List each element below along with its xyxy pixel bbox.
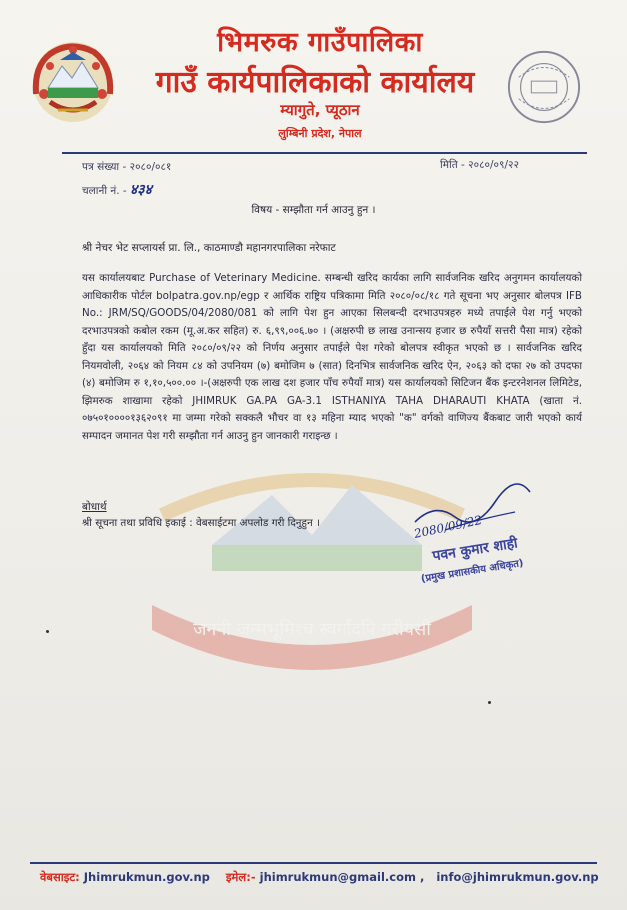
footer-divider	[30, 862, 597, 864]
office-seal-stamp	[505, 48, 583, 126]
signer-title: (प्रमुख प्रशासकीय अधिकृत)	[420, 557, 525, 586]
addressee: श्री नेचर भेट सप्लायर्स प्रा. लि., काठमाण्डौ महानगरपालिका नरेफाट	[82, 242, 336, 254]
email-link[interactable]: jhimrukmun@gmail.com ,	[259, 870, 425, 884]
letter-subject: विषय - सम्झौता गर्न आउनु हुन ।	[251, 204, 376, 216]
website-link[interactable]: Jhimrukmun.gov.np	[83, 870, 210, 884]
ink-dot	[488, 701, 491, 704]
body-paragraph: यस कार्यालयबाट Purchase of Veterinary Medicine. सम्बन्धी खरिद कार्यका लागि सार्वजनिक खरिद अनुगमन कार्यालयको आधिकारीक पोर्टल bolpatra.gov.np/egp र आर्थिक राष्ट्रिय पत्रिकामा मिति २०८०/०८/१८ गते सूचना भए अनुसार बोलपत्र IFB No.: JRM/SQ/GOODS/04/2080/081 को लागि पेश हुन आएका सिलबन्दी दरभाउपत्रहरु मध्ये तपाईले पेश गर्नु भएको दरभाउपत्रको कबोल रकम (मू.अ.कर सहित) रु. ६,९९,००६.७० । (अक्षरुपी छ लाख उनान्सय हजार छ रुपैयाँ सत्तरी पैसा मात्र) रहेको हुँदा यस कार्यालयको मिति २०८०/०९/२२ को निर्णय अनुसार तपाईले पेश गरेको बोलपत्र स्वीकृत भएको छ । सार्वजनिक खरिद नियमवोली, २०६४ को नियम ८४ को उपनियम (७) बमोजिम ७ (सात) दिनभित्र सार्वजनिक खरिद ऐन, २०६३ को दफा २७ को उपदफा (४) बमोजिम रु १,१०,५००.०० ।-(अक्षरुपी एक लाख दश हजार पाँच रुपैयाँ मात्र) यस कार्यालयको सिटिजन बैंक इन्टरनेशनल लिमिटेड, झिमरुक शाखामा रहेको JHIMRUK GA.PA GA-3.1 ISTHANIYA TAHA DHARAUTI KHATA (खाता नं. ०७५०१००००१३६२०९१ मा जम्मा गरेको सक्कलै भौचर वा १३ महिना म्याद भएको "क" वर्गको वाणिज्य बैंकबाट जारी भएको कार्य सम्पादन जमानत पेश गरी सम्झौता गर्न आउनु हुन जानकारी गराइन्छ ।	[82, 272, 582, 442]
cc-heading: बोधार्थ	[82, 501, 107, 513]
letter-body	[82, 270, 582, 445]
cc-recipient: श्री सूचना तथा प्रविधि इकाई : वेबसाईटमा अपलोड गरी दिनुहुन ।	[82, 517, 320, 529]
letter-number: पत्र संख्या - २०८०/०८१	[82, 161, 172, 173]
office-province: लुम्बिनी प्रदेश, नेपाल	[278, 127, 362, 140]
municipality-name: भिमरुक गाउँपालिका	[217, 27, 423, 58]
nepal-emblem-icon	[30, 36, 116, 128]
ink-dot	[46, 630, 49, 633]
office-location: म्यागुते, प्यूठान	[280, 101, 360, 119]
office-name: गाउँ कार्यपालिकाको कार्यालय	[155, 65, 475, 100]
signer-name: पवन कुमार शाही	[431, 535, 519, 565]
dispatch-number-label	[82, 180, 152, 199]
header-divider	[62, 152, 587, 154]
letter-date: मिति - २०८०/०९/२२	[440, 159, 519, 171]
watermark-motto-text: जननी जन्मभूमिश्च स्वर्गादपि गरीयसी	[193, 619, 431, 640]
footer-contact	[40, 870, 599, 885]
email-link-secondary[interactable]: info@jhimrukmun.gov.np	[436, 870, 599, 884]
signature-date: 2080/09/22	[412, 512, 484, 541]
dispatch-number-handwritten: ४३४	[130, 182, 152, 198]
email-label: इमेल:-	[225, 870, 256, 884]
website-label: वेबसाइट:	[40, 870, 80, 884]
dispatch-label: चलानी नं. -	[82, 185, 127, 197]
